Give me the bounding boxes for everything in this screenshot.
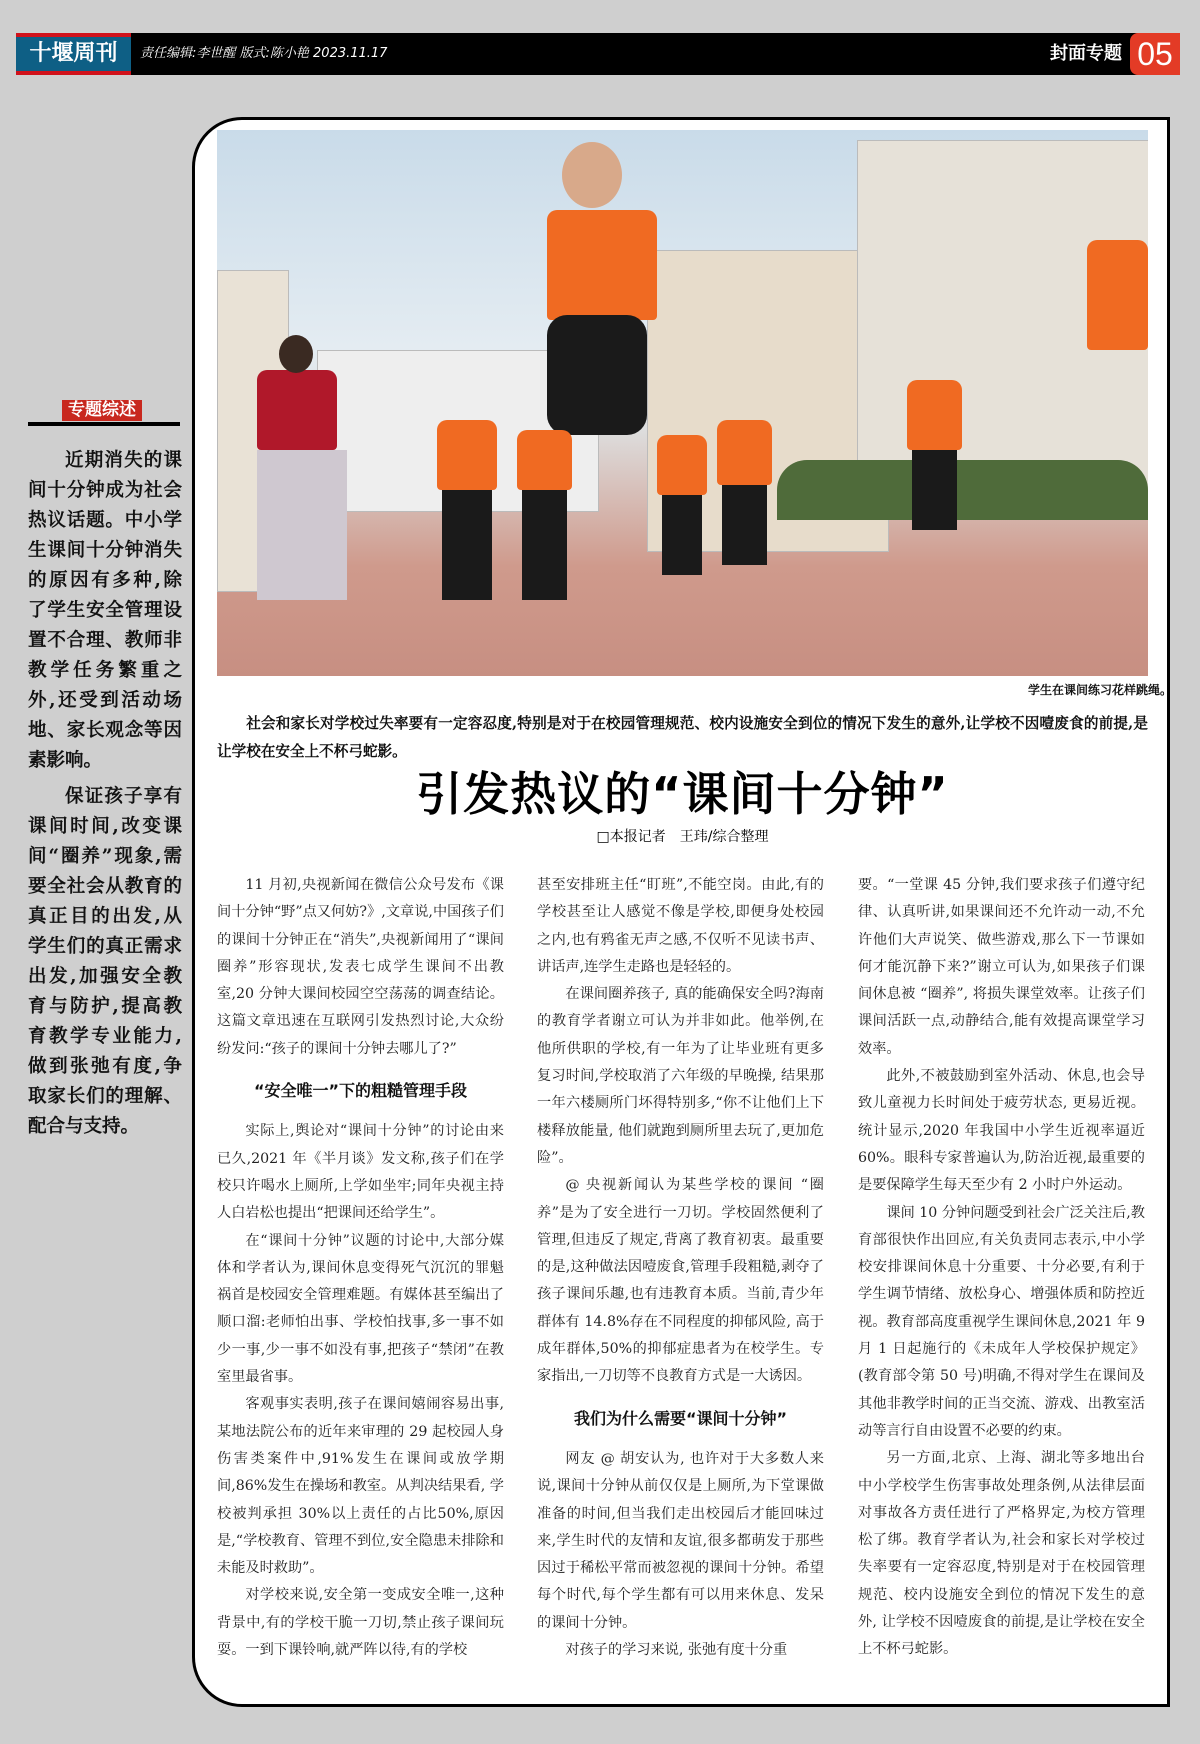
body-paragraph: 网友 @ 胡安认为, 也许对于大多数人来说,课间十分钟从前仅仅是上厕所,为下堂课做准备的时间,但当我们走出校园后才能回味过来,学生时代的友情和友谊,很多都萌发于那些因过于稀松平常而被忽视的课间十分钟。希望每个时代,每个学生都有可以用来休息、发呆的课间十分钟。 — [537, 1450, 824, 1631]
summary-paragraph: 保证孩子享有课间时间,改变课间“圈养”现象,需要全社会从教育的真正目的出发,从学生们的真正需求出发,加强安全教育与防护,提高教育教学专业能力,做到张弛有度,争取家长们的理解、配合与支持。 — [28, 786, 182, 1137]
page-header — [16, 33, 1180, 75]
photo-caption: 学生在课间练习花样跳绳。 — [1027, 683, 1172, 697]
editor-meta: 责任编辑:李世醒 版式:陈小艳 2023.11.17 — [140, 46, 388, 61]
summary-paragraph: 近期消失的课间十分钟成为社会热议话题。中小学生课间十分钟消失的原因有多种,除了学生安全管理设置不合理、教师非教学任务繁重之外,还受到活动场地、家长观念等因素影响。 — [28, 450, 182, 771]
subheading: “安全唯一”下的粗糙管理手段 — [253, 1081, 468, 1101]
body-paragraph: 课间 10 分钟问题受到社会广泛关注后,教育部很快作出回应,有关负责同志表示,中小学校安排课间休息十分重要、十分必要,有利于学生调节情绪、放松身心、增强体质和防控近视。教育部高度重视学生课间休息,2021 年 9 月 1 日起施行的《未成年人学校保护规定》(教育部令第 50 号)明确,不得对学生在课间及其他非教学时间的正当交流、游戏、出教室活动等言行自由设置不必要的约束。 — [858, 1204, 1145, 1439]
article-photo — [217, 130, 1148, 676]
body-paragraph: 对孩子的学习来说, 张弛有度十分重 — [565, 1642, 788, 1659]
body-paragraph: 在“课间十分钟”议题的讨论中,大部分媒体和学者认为,课间休息变得死气沉沉的罪魁祸首是校园安全管理难题。有媒体甚至编出了顺口溜:老师怕出事、学校怕找事,多一事不如少一事,少一事不如没有事,把孩子“禁闭”在教室里最省事。 — [217, 1232, 504, 1386]
section-name: 封面专题 — [1050, 43, 1122, 64]
page-number: 05 — [1130, 33, 1180, 75]
article-title: 引发热议的“课间十分钟” — [416, 767, 949, 821]
lead-paragraph: 社会和家长对学校过失率要有一定容忍度,特别是对于在校园管理规范、校内设施安全到位的情况下发生的意外,让学校不因噎废食的前提,是让学校在安全上不杯弓蛇影。 — [217, 715, 1148, 760]
body-paragraph: 甚至安排班主任“盯班”,不能空岗。由此,有的学校甚至让人感觉不像是学校,即便身处校园之内,也有鸦雀无声之感,不仅听不见读书声、讲话声,连学生走路也是轻轻的。 — [537, 877, 824, 975]
article-column-1 — [217, 872, 504, 1664]
masthead-logo: 十堰周刊 — [16, 33, 131, 75]
byline: □本报记者 王玮/综合整理 — [596, 829, 769, 845]
body-paragraph: 要。“一堂课 45 分钟,我们要求孩子们遵守纪律、认真听讲,如果课间还不允许动一动,不允许他们大声说笑、做些游戏,那么下一节课如何才能沉静下来?”谢立可认为,如果孩子们课间休息被 “圈养”, 将损失课堂效率。让孩子们课间活跃一点,动静结合,能有效提高课堂学习效率。 — [858, 877, 1145, 1057]
body-paragraph: 另一方面,北京、上海、湖北等多地出台中小学校学生伤害事故处理条例,从法律层面对事故各方责任进行了严格界定,为校方管理松了绑。教育学者认为,社会和家长对学校过失率要有一定容忍度,特别是对于在校园管理规范、校内设施安全到位的情况下发生的意外, 让学校不因噎废食的前提,是让学校在安全上不杯弓蛇影。 — [858, 1450, 1145, 1658]
body-paragraph: 在课间圈养孩子, 真的能确保安全吗?海南的教育学者谢立可认为并非如此。他举例,在他所供职的学校,有一年为了让毕业班有更多复习时间,学校取消了六年级的早晚操, 结果那一年六楼厕所门坏得特别多,“你不让他们上下楼释放能量, 他们就跑到厕所里去玩了,更加危险”。 — [537, 986, 824, 1166]
article-column-2 — [537, 872, 824, 1664]
sidebar-tag: 专题综述 — [62, 400, 142, 421]
body-paragraph: @ 央视新闻认为某些学校的课间 “圈养”是为了安全进行一刀切。学校固然便利了管理,但违反了规定,背离了教育初衷。最重要的是,这种做法因噎废食,管理手段粗糙,剥夺了孩子课间乐趣,也有违教育本质。当前,青少年群体有 14.8%存在不同程度的抑郁风险, 高于成年群体,50%的抑郁症患者为在校学生。专家指出,一刀切等不良教育方式是一大诱因。 — [537, 1177, 824, 1385]
body-paragraph: 对学校来说,安全第一变成安全唯一,这种背景中,有的学校干脆一刀切,禁止孩子课间玩耍。一到下课铃响,就严阵以待,有的学校 — [217, 1587, 504, 1659]
body-paragraph: 客观事实表明,孩子在课间嬉闹容易出事, 某地法院公布的近年来审理的 29 起校园人身伤害类案件中,91%发生在课间或放学期间,86%发生在操场和教室。从判决结果看, 学校被判承担 30%以上责任的占比50%,原因是,“学校教育、管理不到位,安全隐患未排除和未能及时救助”。 — [217, 1396, 504, 1577]
body-paragraph: 此外,不被鼓励到室外活动、休息,也会导致儿童视力长时间处于疲劳状态, 更易近视。统计显示,2020 年我国中小学生近视率逼近60%。眼科专家普遍认为,防治近视,最重要的是要保障学生每天至少有 2 小时户外运动。 — [858, 1068, 1145, 1194]
subheading: 我们为什么需要“课间十分钟” — [573, 1408, 788, 1428]
body-paragraph: 实际上,舆论对“课间十分钟”的讨论由来已久,2021 年《半月谈》发文称,孩子们在学校只许喝水上厕所,上学如坐牢;同年央视主持人白岩松也提出“把课间还给学生”。 — [217, 1123, 504, 1222]
body-paragraph: 11 月初,央视新闻在微信公众号发布《课间十分钟“野”点又何妨?》,文章说,中国孩子们的课间十分钟正在“消失”,央视新闻用了“课间圈养”形容现状,发表七成学生课间不出教室,20 分钟大课间校园空空荡荡的调查结论。 这篇文章迅速在互联网引发热烈讨论,大众纷纷发问:“孩子的课间十分钟去哪儿了?” — [217, 877, 504, 1057]
article-column-3 — [858, 872, 1145, 1664]
sidebar-rule — [28, 422, 180, 426]
sidebar-summary — [28, 446, 182, 1148]
